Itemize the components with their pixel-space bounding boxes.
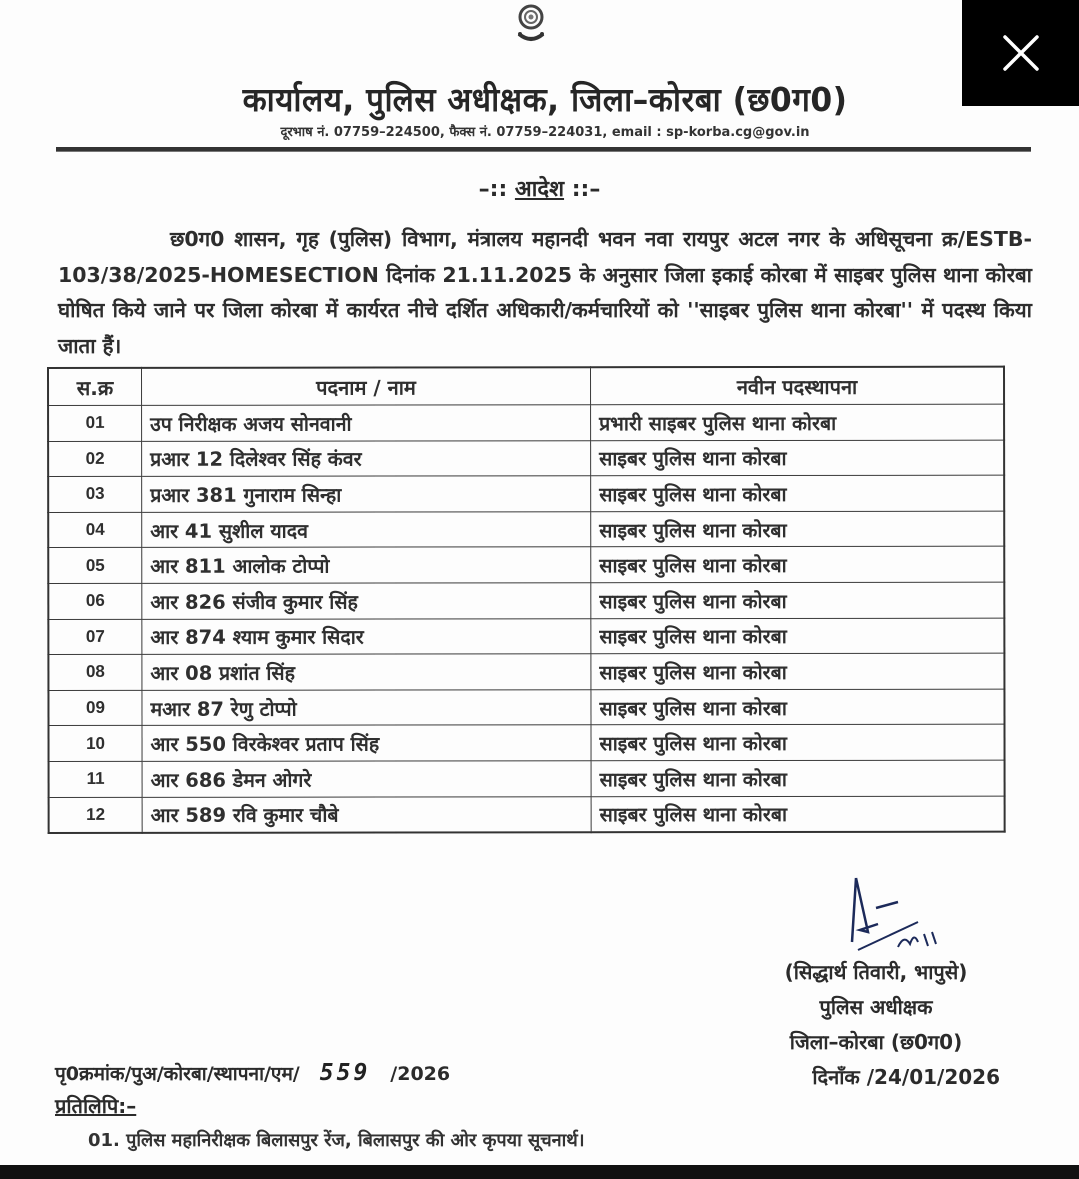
name-cell: आर 589 रवि कुमार चौबे <box>142 796 591 833</box>
order-paragraph <box>58 222 1032 364</box>
table-row <box>49 796 1005 833</box>
serial-cell: 03 <box>48 477 142 513</box>
signatory-name: (सिद्धार्थ तिवारी, भापुसे) <box>784 960 968 984</box>
date-rest: /01/2026 <box>901 1065 1000 1089</box>
serial-cell: 09 <box>48 690 142 726</box>
serial-cell: 01 <box>48 405 142 441</box>
table-row <box>48 582 1004 619</box>
posting-cell: प्रभारी साइबर पुलिस थाना कोरबा <box>591 404 1005 440</box>
posting-cell: साइबर पुलिस थाना कोरबा <box>591 440 1005 476</box>
table-row <box>48 404 1004 441</box>
copy-to-label: प्रतिलिपि:– <box>55 1094 137 1118</box>
reference-number-line <box>55 1060 450 1086</box>
table-row <box>48 689 1004 726</box>
serial-cell: 07 <box>48 619 142 655</box>
table-row <box>49 760 1005 797</box>
name-cell: आर 550 विरकेश्वर प्रताप सिंह <box>142 725 591 761</box>
table-row <box>48 440 1004 477</box>
posting-cell: साइबर पुलिस थाना कोरबा <box>591 475 1005 511</box>
date-day: 24 <box>874 1065 902 1089</box>
name-cell: मआर 87 रेणु टोप्पो <box>142 689 591 725</box>
serial-cell: 08 <box>48 655 142 691</box>
posting-cell: साइबर पुलिस थाना कोरबा <box>591 511 1005 547</box>
signature-icon <box>838 872 948 962</box>
header-serial: स.क्र <box>48 368 142 406</box>
signatory-date <box>742 1060 1010 1095</box>
table-header-row <box>48 367 1004 406</box>
order-paragraph-end: में पदस्थ किया जाता हैं। <box>58 298 1032 358</box>
posting-cell: साइबर पुलिस थाना कोरबा <box>591 618 1005 654</box>
reference-year: /2026 <box>390 1063 451 1085</box>
table-row <box>48 653 1004 690</box>
serial-cell: 12 <box>49 797 143 833</box>
order-paragraph-text: छ0ग0 शासन, गृह (पुलिस) विभाग, मंत्रालय महानदी भवन नवा रायपुर अटल नगर के अधिसूचना क्र/ESTB-103/38/2025-HOMESECTION दिनांक 21.11.2025 के अनुसार जिला इकाई कोरबा में साइबर पुलिस थाना कोरबा घोषित किये जाने पर जिला कोरबा में कार्यरत नीचे दर्शित अधिकारी/कर्मचारियों को <box>58 227 1032 322</box>
header-divider <box>56 147 1031 152</box>
posting-table <box>47 366 1006 834</box>
name-cell: आर 874 श्याम कुमार सिदार <box>142 618 591 654</box>
posting-cell: साइबर पुलिस थाना कोरबा <box>591 689 1005 725</box>
posting-cell: साइबर पुलिस थाना कोरबा <box>591 796 1005 833</box>
serial-cell: 06 <box>48 583 142 619</box>
signatory-designation: पुलिस अधीक्षक <box>819 995 933 1019</box>
office-title: कार्यालय, पुलिस अधीक्षक, जिला–कोरबा (छ0ग0) <box>242 80 848 119</box>
order-heading-title: आदेश <box>514 177 565 202</box>
serial-cell: 04 <box>48 512 142 548</box>
header-name: पदनाम / नाम <box>142 367 591 405</box>
order-heading <box>0 173 1079 203</box>
police-emblem-icon <box>516 2 546 46</box>
reference-number: 559 <box>319 1060 371 1086</box>
order-heading-prefix: –:: <box>478 177 515 202</box>
serial-cell: 11 <box>49 761 143 797</box>
signatory-block <box>742 955 1010 1095</box>
name-cell: उप निरीक्षक अजय सोनवानी <box>142 405 591 441</box>
copy-to-item: 01. पुलिस महानिरीक्षक बिलासपुर रेंज, बिलासपुर की ओर कृपया सूचनार्थ। <box>88 1130 585 1151</box>
name-cell: प्रआर 381 गुनाराम सिन्हा <box>142 476 591 512</box>
name-cell: आर 826 संजीव कुमार सिंह <box>142 583 591 619</box>
name-cell: आर 41 सुशील यादव <box>142 512 591 548</box>
reference-prefix: पृ0क्रमांक/पुअ/कोरबा/स्थापना/एम/ <box>55 1063 300 1085</box>
table-row <box>48 511 1004 548</box>
posting-cell: साइबर पुलिस थाना कोरबा <box>591 582 1005 618</box>
name-cell: प्रआर 12 दिलेश्वर सिंह कंवर <box>142 440 591 476</box>
table-row <box>48 475 1004 512</box>
posting-cell: साइबर पुलिस थाना कोरबा <box>591 653 1005 689</box>
serial-cell: 10 <box>49 726 143 762</box>
signatory-district: जिला–कोरबा (छ0ग0) <box>789 1030 963 1054</box>
header-new-posting: नवीन पदस्थापना <box>591 367 1005 405</box>
posting-cell: साइबर पुलिस थाना कोरबा <box>591 725 1005 761</box>
viewer-bottom-bar <box>0 1165 1079 1179</box>
date-label: दिनाँक / <box>812 1065 875 1089</box>
contact-line: दूरभाष नं. 07759–224500, फैक्स नं. 07759–224031, email : sp-korba.cg@gov.in <box>280 125 810 140</box>
close-button[interactable] <box>962 0 1079 106</box>
name-cell: आर 811 आलोक टोप्पो <box>142 547 591 583</box>
serial-cell: 05 <box>48 548 142 584</box>
order-heading-suffix: ::– <box>564 177 601 202</box>
name-cell: आर 08 प्रशांत सिंह <box>142 654 591 690</box>
table-row <box>49 725 1005 762</box>
name-cell: आर 686 डेमन ओगरे <box>142 761 591 797</box>
posting-cell: साइबर पुलिस थाना कोरबा <box>591 547 1005 583</box>
serial-cell: 02 <box>48 441 142 477</box>
table-row <box>48 618 1004 655</box>
table-row <box>48 547 1004 584</box>
posting-cell: साइबर पुलिस थाना कोरबा <box>591 760 1005 796</box>
order-paragraph-quote: ''साइबर पुलिस थाना कोरबा'' <box>687 298 914 322</box>
close-icon <box>1001 33 1041 73</box>
